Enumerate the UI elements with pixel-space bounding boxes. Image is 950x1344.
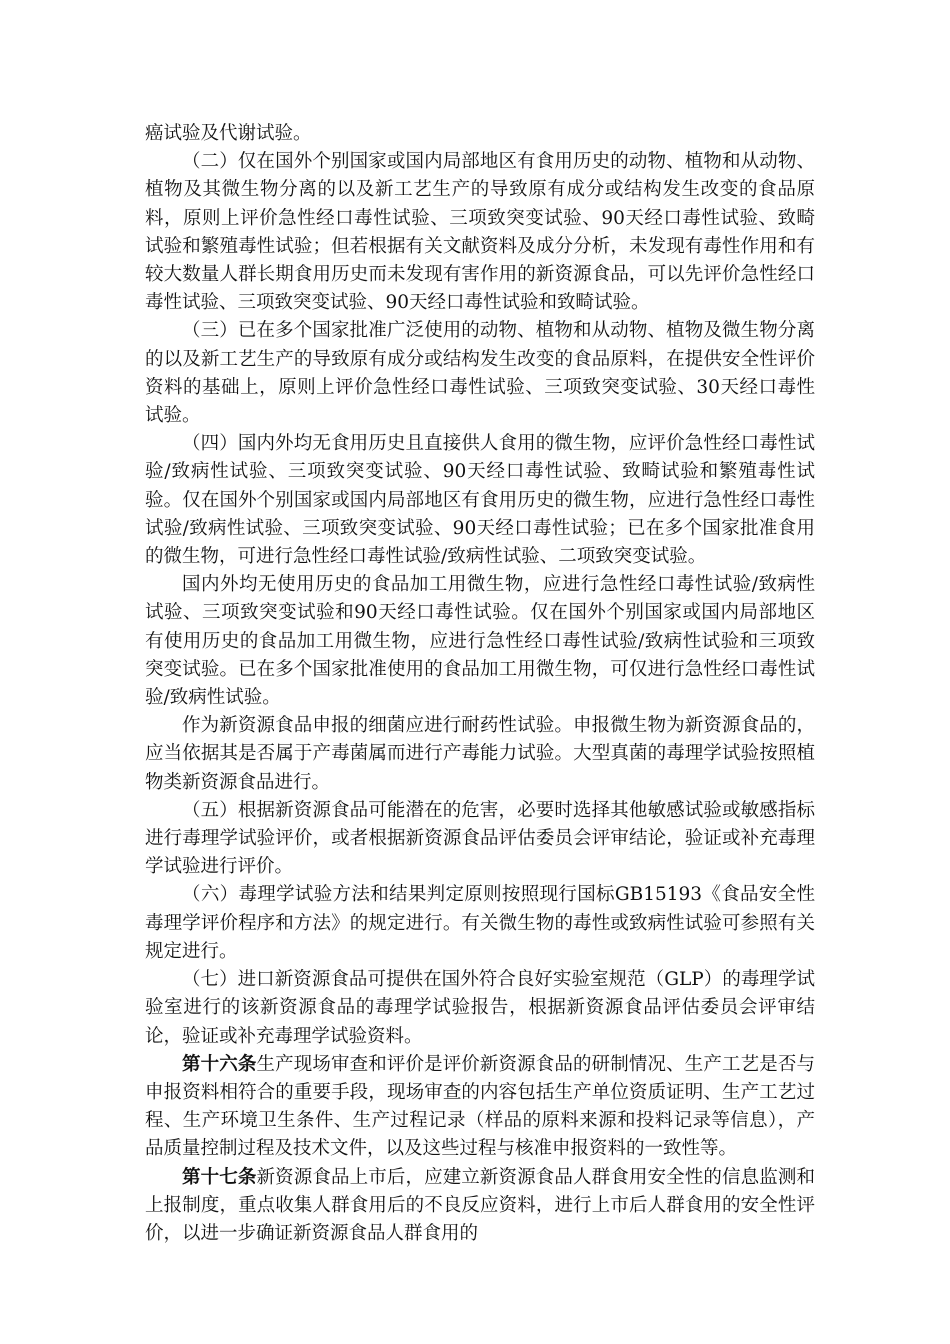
article-17-body: 新资源食品上市后，应建立新资源食品人群食用安全性的信息监测和上报制度，重点收集人群食用后的不良反应资料，进行上市后人群食用的安全性评价，以进一步确证新资源食品人群食用的 [145,1166,815,1244]
paragraph-item-6: （六）毒理学试验方法和结果判定原则按照现行国标GB15193《食品安全性毒理学评价程序和方法》的规定进行。有关微生物的毒性或致病性试验可参照有关规定进行。 [145,884,815,962]
paragraph-food-processing-microbes: 国内外均无使用历史的食品加工用微生物，应进行急性经口毒性试验/致病性试验、三项致突变试验和90天经口毒性试验。仅在国外个别国家或国内局部地区有使用历史的食品加工用微生物，应进行急性经口毒性试验/致病性试验和三项致突变试验。已在多个国家批准使用的食品加工用微生物，可仅进行急性经口毒性试验/致病性试验。 [145,574,815,709]
paragraph-item-5: （五）根据新资源食品可能潜在的危害，必要时选择其他敏感试验或敏感指标进行毒理学试验评价，或者根据新资源食品评估委员会评审结论，验证或补充毒理学试验进行评价。 [145,799,815,878]
article-16 [145,1051,815,1164]
paragraph-item-2: （二）仅在国外个别国家或国内局部地区有食用历史的动物、植物和从动物、植物及其微生物分离的以及新工艺生产的导致原有成分或结构发生改变的食品原料，原则上评价急性经口毒性试验、三项致突变试验、90天经口毒性试验、致畸试验和繁殖毒性试验；但若根据有关文献资料及成分分析，未发现有毒性作用和有较大数量人群长期食用历史而未发现有害作用的新资源食品，可以先评价急性经口毒性试验、三项致突变试验、90天经口毒性试验和致畸试验。 [145,151,815,314]
paragraph-item-3: （三）已在多个国家批准广泛使用的动物、植物和从动物、植物及微生物分离的以及新工艺生产的导致原有成分或结构发生改变的食品原料，在提供安全性评价资料的基础上，原则上评价急性经口毒性试验、三项致突变试验、30天经口毒性试验。 [145,320,815,427]
article-16-heading: 第十六条 [182,1053,257,1075]
paragraph-continuation: 癌试验及代谢试验。 [145,123,312,144]
paragraph-item-4: （四）国内外均无食用历史且直接供人食用的微生物，应评价急性经口毒性试验/致病性试验、三项致突变试验、90天经口毒性试验、致畸试验和繁殖毒性试验。仅在国外个别国家或国内局部地区有食用历史的微生物，应进行急性经口毒性试验/致病性试验、三项致突变试验、90天经口毒性试验；已在多个国家批准食用的微生物，可进行急性经口毒性试验/致病性试验、二项致突变试验。 [145,433,815,568]
article-17 [145,1164,815,1249]
paragraph-bacteria-resistance: 作为新资源食品申报的细菌应进行耐药性试验。申报微生物为新资源食品的，应当依据其是否属于产毒菌属而进行产毒能力试验。大型真菌的毒理学试验按照植物类新资源食品进行。 [145,715,815,793]
article-17-heading: 第十七条 [182,1166,257,1188]
paragraph-item-7: （七）进口新资源食品可提供在国外符合良好实验室规范（GLP）的毒理学试验室进行的该新资源食品的毒理学试验报告，根据新资源食品评估委员会评审结论，验证或补充毒理学试验资料。 [145,969,815,1047]
document-page [145,120,815,1248]
article-16-body: 生产现场审查和评价是评价新资源食品的研制情况、生产工艺是否与申报资料相符合的重要手段，现场审查的内容包括生产单位资质证明、生产工艺过程、生产环境卫生条件、生产过程记录（样品的原料来源和投料记录等信息），产品质量控制过程及技术文件，以及这些过程与核准申报资料的一致性等。 [145,1053,815,1160]
